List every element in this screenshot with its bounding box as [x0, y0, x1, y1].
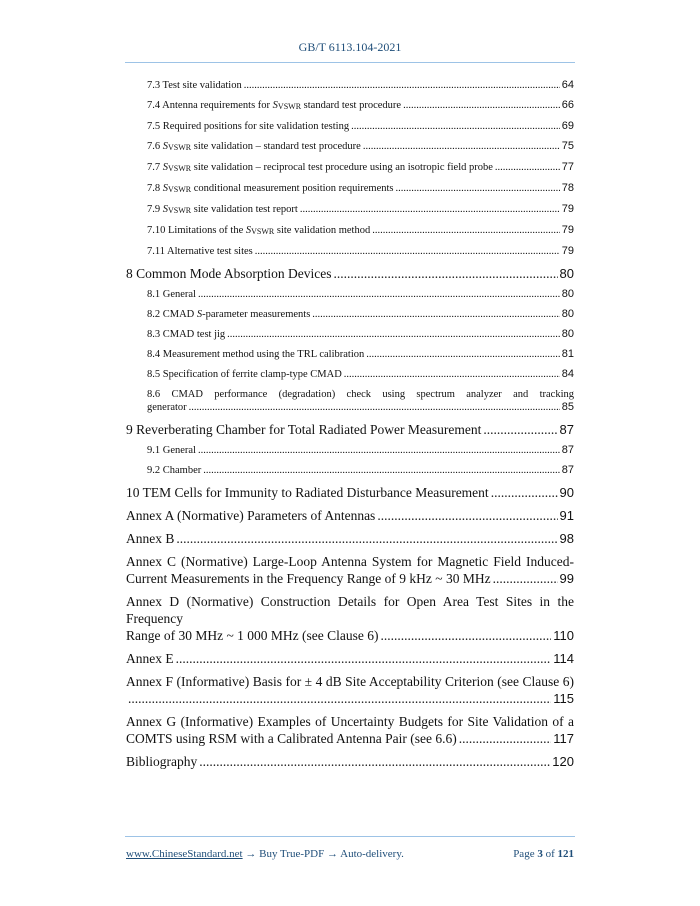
document-id: GB/T 6113.104-2021	[298, 40, 402, 54]
dot-leader	[176, 530, 557, 547]
dot-leader	[203, 464, 560, 477]
toc-entry[interactable]	[126, 484, 574, 501]
toc-entry[interactable]	[126, 161, 574, 175]
toc-entry[interactable]	[126, 368, 574, 381]
toc-entry-page: 64	[561, 79, 574, 91]
dot-leader	[128, 690, 551, 707]
toc-entry[interactable]	[126, 507, 574, 524]
dot-leader	[483, 421, 557, 438]
dot-leader	[351, 120, 560, 133]
symbol-subscript: VSWR	[168, 185, 192, 194]
toc-entry-page: 87	[561, 444, 574, 456]
toc-entry[interactable]	[126, 348, 574, 361]
current-page: 3	[537, 848, 543, 860]
toc-entry-page: 78	[561, 182, 574, 194]
table-of-contents	[126, 79, 574, 776]
toc-entry[interactable]	[126, 288, 574, 301]
toc-entry-title-line: 8.6 CMAD performance (degradation) check using spectrum analyzer and tracking	[147, 389, 574, 400]
title-suffix: standard test procedure	[301, 100, 402, 111]
symbol: S	[245, 225, 252, 236]
toc-entry[interactable]	[126, 182, 574, 196]
toc-entry-title: 8.3 CMAD test jig	[147, 329, 226, 340]
dot-leader	[363, 140, 560, 153]
toc-entry-title: 8.1 General	[147, 289, 196, 300]
toc-entry-page: 85	[561, 401, 574, 413]
symbol-subscript: VSWR	[168, 143, 192, 152]
dot-leader	[334, 265, 558, 282]
toc-entry-title	[147, 99, 401, 113]
toc-entry[interactable]	[126, 245, 574, 258]
toc-entry-page: 80	[561, 288, 574, 300]
dot-leader	[300, 203, 560, 216]
toc-entry-title: 7.11 Alternative test sites	[147, 246, 253, 257]
title-suffix: site validation test report	[191, 204, 298, 215]
toc-entry-title: 7.5 Required positions for site validation testing	[147, 121, 350, 132]
toc-entry-page: 79	[561, 245, 574, 257]
dot-leader	[495, 161, 560, 174]
dot-leader	[396, 182, 560, 195]
dot-leader	[459, 730, 552, 747]
toc-entry[interactable]	[126, 388, 574, 414]
toc-entry[interactable]	[126, 308, 574, 321]
title-suffix: site validation – standard test procedure	[191, 141, 361, 152]
title-prefix: 7.7	[147, 162, 163, 173]
header-divider	[125, 62, 575, 63]
toc-entry[interactable]	[126, 265, 574, 282]
symbol: S	[196, 309, 203, 320]
toc-entry[interactable]	[126, 99, 574, 113]
symbol: S	[162, 204, 168, 215]
toc-entry-title-line: generator	[147, 402, 187, 413]
toc-entry[interactable]	[126, 79, 574, 92]
dot-leader	[189, 401, 560, 414]
toc-entry[interactable]	[126, 553, 574, 587]
toc-entry-page: 77	[561, 161, 574, 173]
toc-entry-page: 80	[561, 308, 574, 320]
dot-leader	[198, 444, 560, 457]
footer-divider	[125, 836, 575, 837]
toc-entry[interactable]	[126, 328, 574, 341]
toc-entry[interactable]	[126, 444, 574, 457]
toc-entry-page: 110	[553, 628, 574, 643]
toc-entry[interactable]	[126, 650, 574, 667]
toc-entry-page: 117	[553, 731, 574, 746]
buy-link[interactable]: Buy True-PDF	[259, 848, 325, 860]
toc-entry[interactable]	[126, 421, 574, 438]
dot-leader	[344, 368, 560, 381]
toc-entry[interactable]	[126, 224, 574, 238]
page-header	[0, 40, 700, 55]
toc-entry[interactable]	[126, 464, 574, 477]
toc-entry-title-line: Annex D (Normative) Construction Details for Open Area Test Sites in the Frequency	[126, 594, 574, 626]
toc-entry-page: 81	[561, 348, 574, 360]
toc-entry-page: 80	[561, 328, 574, 340]
toc-entry-page: 115	[553, 691, 574, 706]
toc-entry-page: 87	[559, 422, 574, 437]
toc-entry-page: 99	[559, 571, 574, 586]
title-prefix: 8.2 CMAD	[147, 309, 197, 320]
toc-entry-title	[147, 203, 298, 217]
dot-leader	[372, 224, 560, 237]
toc-entry[interactable]	[126, 713, 574, 747]
dot-leader	[198, 288, 560, 301]
toc-entry-title	[147, 140, 361, 154]
auto-delivery-text: Auto-delivery.	[340, 848, 404, 860]
symbol: S	[162, 183, 168, 194]
symbol-subscript: VSWR	[251, 227, 275, 236]
toc-entry-page: 79	[561, 203, 574, 215]
dot-leader	[493, 570, 558, 587]
toc-entry-title-line: Range of 30 MHz ~ 1 000 MHz (see Clause 6)	[126, 628, 379, 643]
dot-leader	[199, 753, 550, 770]
toc-entry[interactable]	[126, 203, 574, 217]
arrow-icon: →	[326, 848, 338, 860]
arrow-icon: →	[245, 848, 257, 860]
toc-entry-title	[147, 161, 493, 175]
toc-entry[interactable]	[126, 120, 574, 133]
toc-entry-title: Annex E	[126, 651, 174, 666]
symbol-subscript: VSWR	[168, 206, 192, 215]
toc-entry-page: 75	[561, 140, 574, 152]
toc-entry-title-line: Current Measurements in the Frequency Range of 9 kHz ~ 30 MHz	[126, 571, 491, 586]
dot-leader	[244, 79, 560, 92]
toc-entry[interactable]	[126, 140, 574, 154]
toc-entry-page: 120	[552, 754, 574, 769]
toc-entry-title	[147, 182, 394, 196]
toc-entry-title: Annex B	[126, 531, 175, 546]
website-link[interactable]: www.ChineseStandard.net	[126, 848, 243, 860]
toc-entry[interactable]	[126, 673, 574, 707]
toc-entry-title: Bibliography	[126, 754, 198, 769]
toc-entry-title: 7.3 Test site validation	[147, 80, 242, 91]
symbol-subscript: VSWR	[277, 102, 302, 111]
footer-left	[126, 848, 404, 860]
title-prefix: 7.6	[147, 141, 163, 152]
title-suffix: conditional measurement position requirements	[191, 183, 394, 194]
symbol: S	[272, 100, 278, 111]
toc-entry-page: 84	[561, 368, 574, 380]
symbol-subscript: VSWR	[168, 164, 192, 173]
page-counter: Page 3 of 121	[513, 848, 574, 860]
dot-leader	[366, 348, 560, 361]
toc-entry[interactable]	[126, 593, 574, 644]
title-prefix: 7.8	[147, 183, 163, 194]
toc-entry-page: 98	[559, 531, 574, 546]
toc-entry[interactable]	[126, 753, 574, 770]
toc-entry-page: 91	[559, 508, 574, 523]
title-prefix: 7.4 Antenna requirements for	[147, 100, 273, 111]
toc-entry-title-line: COMTS using RSM with a Calibrated Antenna Pair (see 6.6)	[126, 731, 457, 746]
toc-entry-page: 66	[561, 99, 574, 111]
toc-entry-page: 80	[559, 266, 574, 281]
title-suffix: -parameter measurements	[202, 309, 311, 320]
dot-leader	[491, 484, 558, 501]
title-prefix: 7.10 Limitations of the	[147, 225, 246, 236]
toc-entry-page: 90	[559, 485, 574, 500]
title-prefix: 7.9	[147, 204, 163, 215]
toc-entry-page: 114	[553, 651, 574, 666]
title-suffix: site validation method	[274, 225, 371, 236]
toc-entry[interactable]	[126, 530, 574, 547]
toc-entry-title	[147, 224, 370, 238]
dot-leader	[176, 650, 552, 667]
toc-entry-title: 9 Reverberating Chamber for Total Radiated Power Measurement	[126, 422, 482, 437]
symbol: S	[162, 162, 168, 173]
toc-entry-title-line: Annex C (Normative) Large-Loop Antenna System for Magnetic Field Induced-	[126, 554, 574, 569]
toc-entry-title-line: Annex G (Informative) Examples of Uncertainty Budgets for Site Validation of a	[126, 714, 574, 729]
toc-entry-title: 10 TEM Cells for Immunity to Radiated Disturbance Measurement	[126, 485, 489, 500]
toc-entry-page: 87	[561, 464, 574, 476]
toc-entry-page: 69	[561, 120, 574, 132]
toc-entry-page: 79	[561, 224, 574, 236]
dot-leader	[377, 507, 557, 524]
toc-entry-title: 8.4 Measurement method using the TRL calibration	[147, 349, 365, 360]
toc-entry-title: 9.2 Chamber	[147, 465, 202, 476]
toc-entry-title: Annex A (Normative) Parameters of Antennas	[126, 508, 376, 523]
toc-entry-title: 8.5 Specification of ferrite clamp-type CMAD	[147, 369, 342, 380]
toc-entry-title: 8 Common Mode Absorption Devices	[126, 266, 332, 281]
page-footer	[126, 848, 574, 860]
dot-leader	[255, 245, 560, 258]
dot-leader	[381, 627, 552, 644]
symbol: S	[162, 141, 168, 152]
title-suffix: site validation – reciprocal test procedure using an isotropic field probe	[191, 162, 493, 173]
toc-entry-title: 9.1 General	[147, 445, 196, 456]
toc-entry-title-line: Annex F (Informative) Basis for ± 4 dB Site Acceptability Criterion (see Clause 6)	[126, 674, 574, 689]
toc-entry-title	[147, 308, 310, 321]
total-pages: 121	[557, 848, 574, 860]
dot-leader	[227, 328, 560, 341]
dot-leader	[312, 308, 559, 321]
dot-leader	[403, 99, 560, 112]
